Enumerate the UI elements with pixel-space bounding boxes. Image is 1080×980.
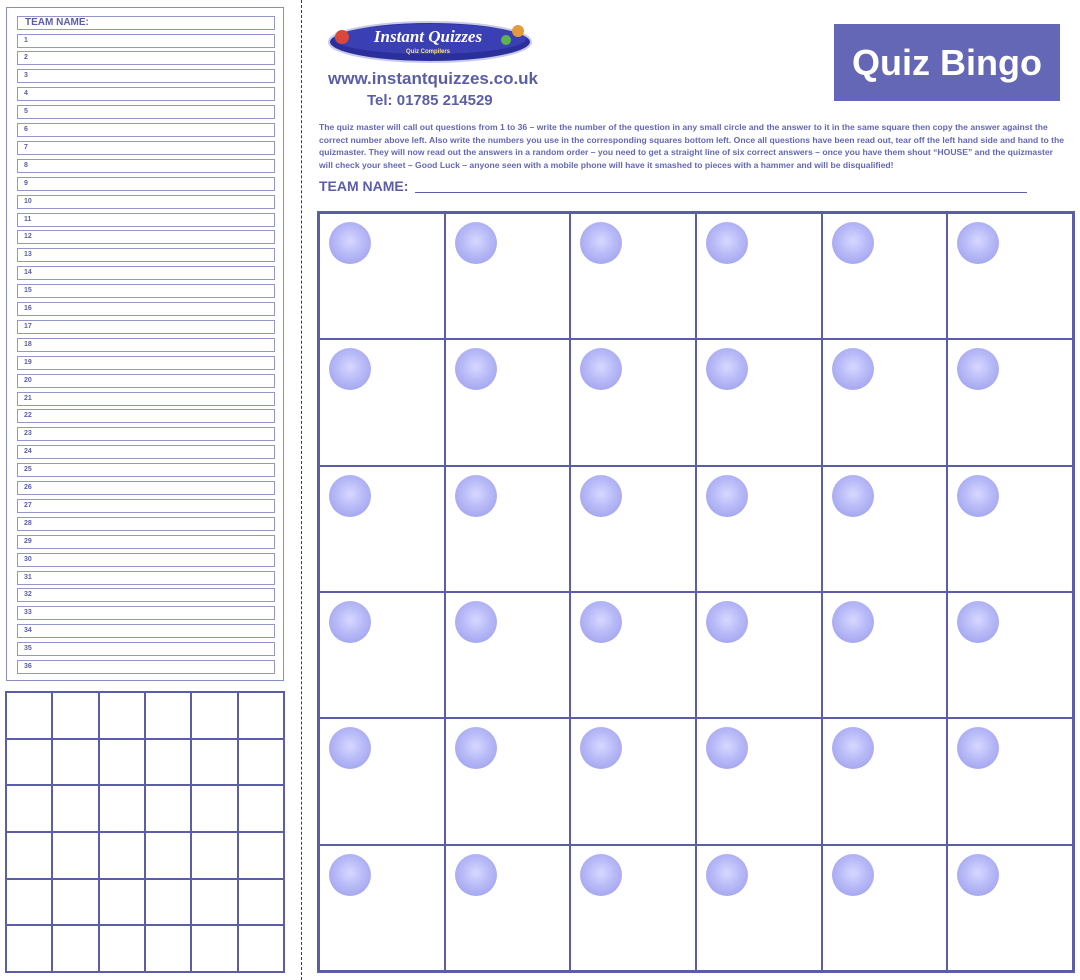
answer-row[interactable]: 14: [17, 266, 275, 280]
answer-row[interactable]: 2: [17, 51, 275, 65]
bingo-square[interactable]: [319, 213, 445, 339]
bingo-square[interactable]: [445, 718, 571, 844]
answer-row[interactable]: 25: [17, 463, 275, 477]
tracking-cell[interactable]: [145, 739, 191, 786]
tracking-cell[interactable]: [145, 692, 191, 739]
question-number-circle[interactable]: [580, 854, 622, 896]
tracking-cell[interactable]: [6, 879, 52, 926]
bingo-square[interactable]: [822, 718, 948, 844]
team-name-label: TEAM NAME:: [319, 178, 409, 194]
tracking-cell[interactable]: [6, 785, 52, 832]
bingo-square[interactable]: [319, 466, 445, 592]
question-number-circle[interactable]: [832, 854, 874, 896]
question-number-circle[interactable]: [832, 222, 874, 264]
bingo-square[interactable]: [822, 592, 948, 718]
question-number-circle[interactable]: [580, 475, 622, 517]
number-tracking-grid: [5, 691, 285, 973]
answer-row[interactable]: 19: [17, 356, 275, 370]
answer-row[interactable]: 10: [17, 195, 275, 209]
question-number-circle[interactable]: [706, 727, 748, 769]
question-number-circle[interactable]: [580, 727, 622, 769]
tear-off-cut-line: [301, 0, 302, 980]
tracking-cell[interactable]: [52, 925, 98, 972]
instant-quizzes-logo: [328, 18, 532, 64]
bingo-square[interactable]: [445, 845, 571, 971]
tracking-cell[interactable]: [145, 925, 191, 972]
logo-figure-icon: [512, 25, 524, 37]
team-name-field[interactable]: [415, 192, 1027, 193]
question-number-circle[interactable]: [706, 348, 748, 390]
question-number-circle[interactable]: [706, 601, 748, 643]
tracking-cell[interactable]: [52, 692, 98, 739]
tracking-cell[interactable]: [52, 832, 98, 879]
answer-row[interactable]: 32: [17, 588, 275, 602]
bingo-square[interactable]: [696, 213, 822, 339]
bingo-square[interactable]: [445, 466, 571, 592]
question-number-circle[interactable]: [706, 475, 748, 517]
tracking-cell[interactable]: [99, 785, 145, 832]
question-number-circle[interactable]: [957, 601, 999, 643]
question-number-circle[interactable]: [580, 601, 622, 643]
question-number-circle[interactable]: [957, 727, 999, 769]
bingo-square[interactable]: [822, 845, 948, 971]
question-number-circle[interactable]: [329, 601, 371, 643]
question-number-circle[interactable]: [706, 222, 748, 264]
logo-title: Instant Quizzes: [373, 27, 483, 46]
answer-row[interactable]: 30: [17, 553, 275, 567]
bingo-square[interactable]: [822, 466, 948, 592]
tracking-cell[interactable]: [238, 832, 284, 879]
tracking-cell[interactable]: [99, 925, 145, 972]
answer-row[interactable]: 5: [17, 105, 275, 119]
bingo-square[interactable]: [570, 592, 696, 718]
tracking-cell[interactable]: [52, 739, 98, 786]
question-number-circle[interactable]: [832, 601, 874, 643]
logo-figure-icon: [335, 30, 349, 44]
tracking-cell[interactable]: [145, 879, 191, 926]
tracking-cell[interactable]: [145, 832, 191, 879]
bingo-square[interactable]: [570, 213, 696, 339]
question-number-circle[interactable]: [329, 348, 371, 390]
bingo-square[interactable]: [947, 213, 1073, 339]
answer-row[interactable]: 35: [17, 642, 275, 656]
bingo-square[interactable]: [696, 845, 822, 971]
tracking-cell[interactable]: [6, 832, 52, 879]
question-number-circle[interactable]: [580, 348, 622, 390]
answer-row[interactable]: 31: [17, 571, 275, 585]
question-number-circle[interactable]: [957, 854, 999, 896]
answer-row[interactable]: 23: [17, 427, 275, 441]
question-number-circle[interactable]: [455, 727, 497, 769]
bingo-square[interactable]: [696, 592, 822, 718]
instructions-text: The quiz master will call out questions from 1 to 36 – write the number of the question in any small circle and the answer to it in the same square then copy the answer against the correct number above left. Also write the numbers you use in the corresponding squares bottom left. Once all questions have been read out, tear off the left hand side and hand to the quizmaster. They will now read out the answers in a random order – you need to get a straight line of six correct answers – once you have them shout “HOUSE” and the quizmaster will check your sheet – Good Luck – anyone seen with a mobile phone will have it smashed to pieces with a hammer and will be disqualified!: [319, 122, 1065, 170]
question-number-circle[interactable]: [832, 475, 874, 517]
question-number-circle[interactable]: [329, 854, 371, 896]
question-number-circle[interactable]: [455, 854, 497, 896]
tracking-cell[interactable]: [191, 879, 237, 926]
bingo-square[interactable]: [696, 466, 822, 592]
tracking-cell[interactable]: [191, 832, 237, 879]
tracking-cell[interactable]: [191, 739, 237, 786]
answer-row[interactable]: 28: [17, 517, 275, 531]
question-number-circle[interactable]: [455, 222, 497, 264]
bingo-square[interactable]: [319, 339, 445, 465]
answer-row[interactable]: 3: [17, 69, 275, 83]
tracking-cell[interactable]: [238, 739, 284, 786]
question-number-circle[interactable]: [832, 348, 874, 390]
tracking-cell[interactable]: [99, 692, 145, 739]
phone-number: Tel: 01785 214529: [367, 92, 493, 109]
answer-row[interactable]: 34: [17, 624, 275, 638]
bingo-square[interactable]: [696, 718, 822, 844]
bingo-square[interactable]: [947, 845, 1073, 971]
answer-row[interactable]: 13: [17, 248, 275, 262]
answer-row[interactable]: 7: [17, 141, 275, 155]
answer-row[interactable]: 21: [17, 392, 275, 406]
bingo-square[interactable]: [570, 466, 696, 592]
question-number-circle[interactable]: [957, 348, 999, 390]
tracking-cell[interactable]: [6, 692, 52, 739]
bingo-square[interactable]: [570, 845, 696, 971]
question-number-circle[interactable]: [455, 475, 497, 517]
answer-row[interactable]: 27: [17, 499, 275, 513]
question-number-circle[interactable]: [957, 222, 999, 264]
question-number-circle[interactable]: [329, 727, 371, 769]
question-number-circle[interactable]: [329, 222, 371, 264]
answer-row[interactable]: 6: [17, 123, 275, 137]
tracking-cell[interactable]: [238, 925, 284, 972]
answer-row[interactable]: 9: [17, 177, 275, 191]
bingo-square[interactable]: [319, 845, 445, 971]
tracking-cell[interactable]: [238, 785, 284, 832]
answer-row[interactable]: 8: [17, 159, 275, 173]
bingo-square[interactable]: [445, 592, 571, 718]
question-number-circle[interactable]: [455, 601, 497, 643]
tracking-cell[interactable]: [145, 785, 191, 832]
answer-row[interactable]: 24: [17, 445, 275, 459]
answer-row[interactable]: 22: [17, 409, 275, 423]
question-number-circle[interactable]: [706, 854, 748, 896]
question-number-circle[interactable]: [329, 475, 371, 517]
bingo-square[interactable]: [319, 718, 445, 844]
bingo-square[interactable]: [319, 592, 445, 718]
bingo-square[interactable]: [570, 339, 696, 465]
bingo-grid: [317, 211, 1075, 973]
answer-row[interactable]: 16: [17, 302, 275, 316]
answer-row[interactable]: 33: [17, 606, 275, 620]
bingo-square[interactable]: [822, 339, 948, 465]
bingo-square[interactable]: [947, 339, 1073, 465]
tracking-cell[interactable]: [238, 879, 284, 926]
tracking-cell[interactable]: [99, 879, 145, 926]
answer-row[interactable]: 20: [17, 374, 275, 388]
bingo-square[interactable]: [570, 718, 696, 844]
logo-subtitle: Quiz Compilers: [405, 49, 451, 55]
answer-row[interactable]: 15: [17, 284, 275, 298]
tracking-cell[interactable]: [52, 785, 98, 832]
answer-row[interactable]: 4: [17, 87, 275, 101]
tracking-cell[interactable]: [191, 692, 237, 739]
page-title: Quiz Bingo: [834, 24, 1060, 101]
bingo-square[interactable]: [947, 466, 1073, 592]
answer-row[interactable]: 18: [17, 338, 275, 352]
question-number-circle[interactable]: [957, 475, 999, 517]
answer-row[interactable]: 11: [17, 213, 275, 227]
bingo-square[interactable]: [445, 339, 571, 465]
logo-figure-icon: [501, 35, 511, 45]
tracking-cell[interactable]: [52, 879, 98, 926]
tracking-cell[interactable]: [99, 832, 145, 879]
tracking-cell[interactable]: [191, 925, 237, 972]
tracking-cell[interactable]: [99, 739, 145, 786]
answer-row[interactable]: 26: [17, 481, 275, 495]
answer-row[interactable]: 36: [17, 660, 275, 674]
tracking-cell[interactable]: [191, 785, 237, 832]
answer-panel: [6, 7, 284, 681]
tracking-cell[interactable]: [6, 925, 52, 972]
tracking-cell[interactable]: [238, 692, 284, 739]
question-number-circle[interactable]: [832, 727, 874, 769]
bingo-square[interactable]: [947, 592, 1073, 718]
question-number-circle[interactable]: [580, 222, 622, 264]
bingo-square[interactable]: [696, 339, 822, 465]
question-number-circle[interactable]: [455, 348, 497, 390]
bingo-square[interactable]: [822, 213, 948, 339]
tracking-cell[interactable]: [6, 739, 52, 786]
answer-row[interactable]: 12: [17, 230, 275, 244]
answer-row[interactable]: 17: [17, 320, 275, 334]
answer-panel-team-name[interactable]: TEAM NAME:: [17, 16, 275, 30]
bingo-square[interactable]: [445, 213, 571, 339]
answer-row[interactable]: 1: [17, 34, 275, 48]
answer-row[interactable]: 29: [17, 535, 275, 549]
website-link[interactable]: www.instantquizzes.co.uk: [328, 69, 539, 88]
bingo-square[interactable]: [947, 718, 1073, 844]
